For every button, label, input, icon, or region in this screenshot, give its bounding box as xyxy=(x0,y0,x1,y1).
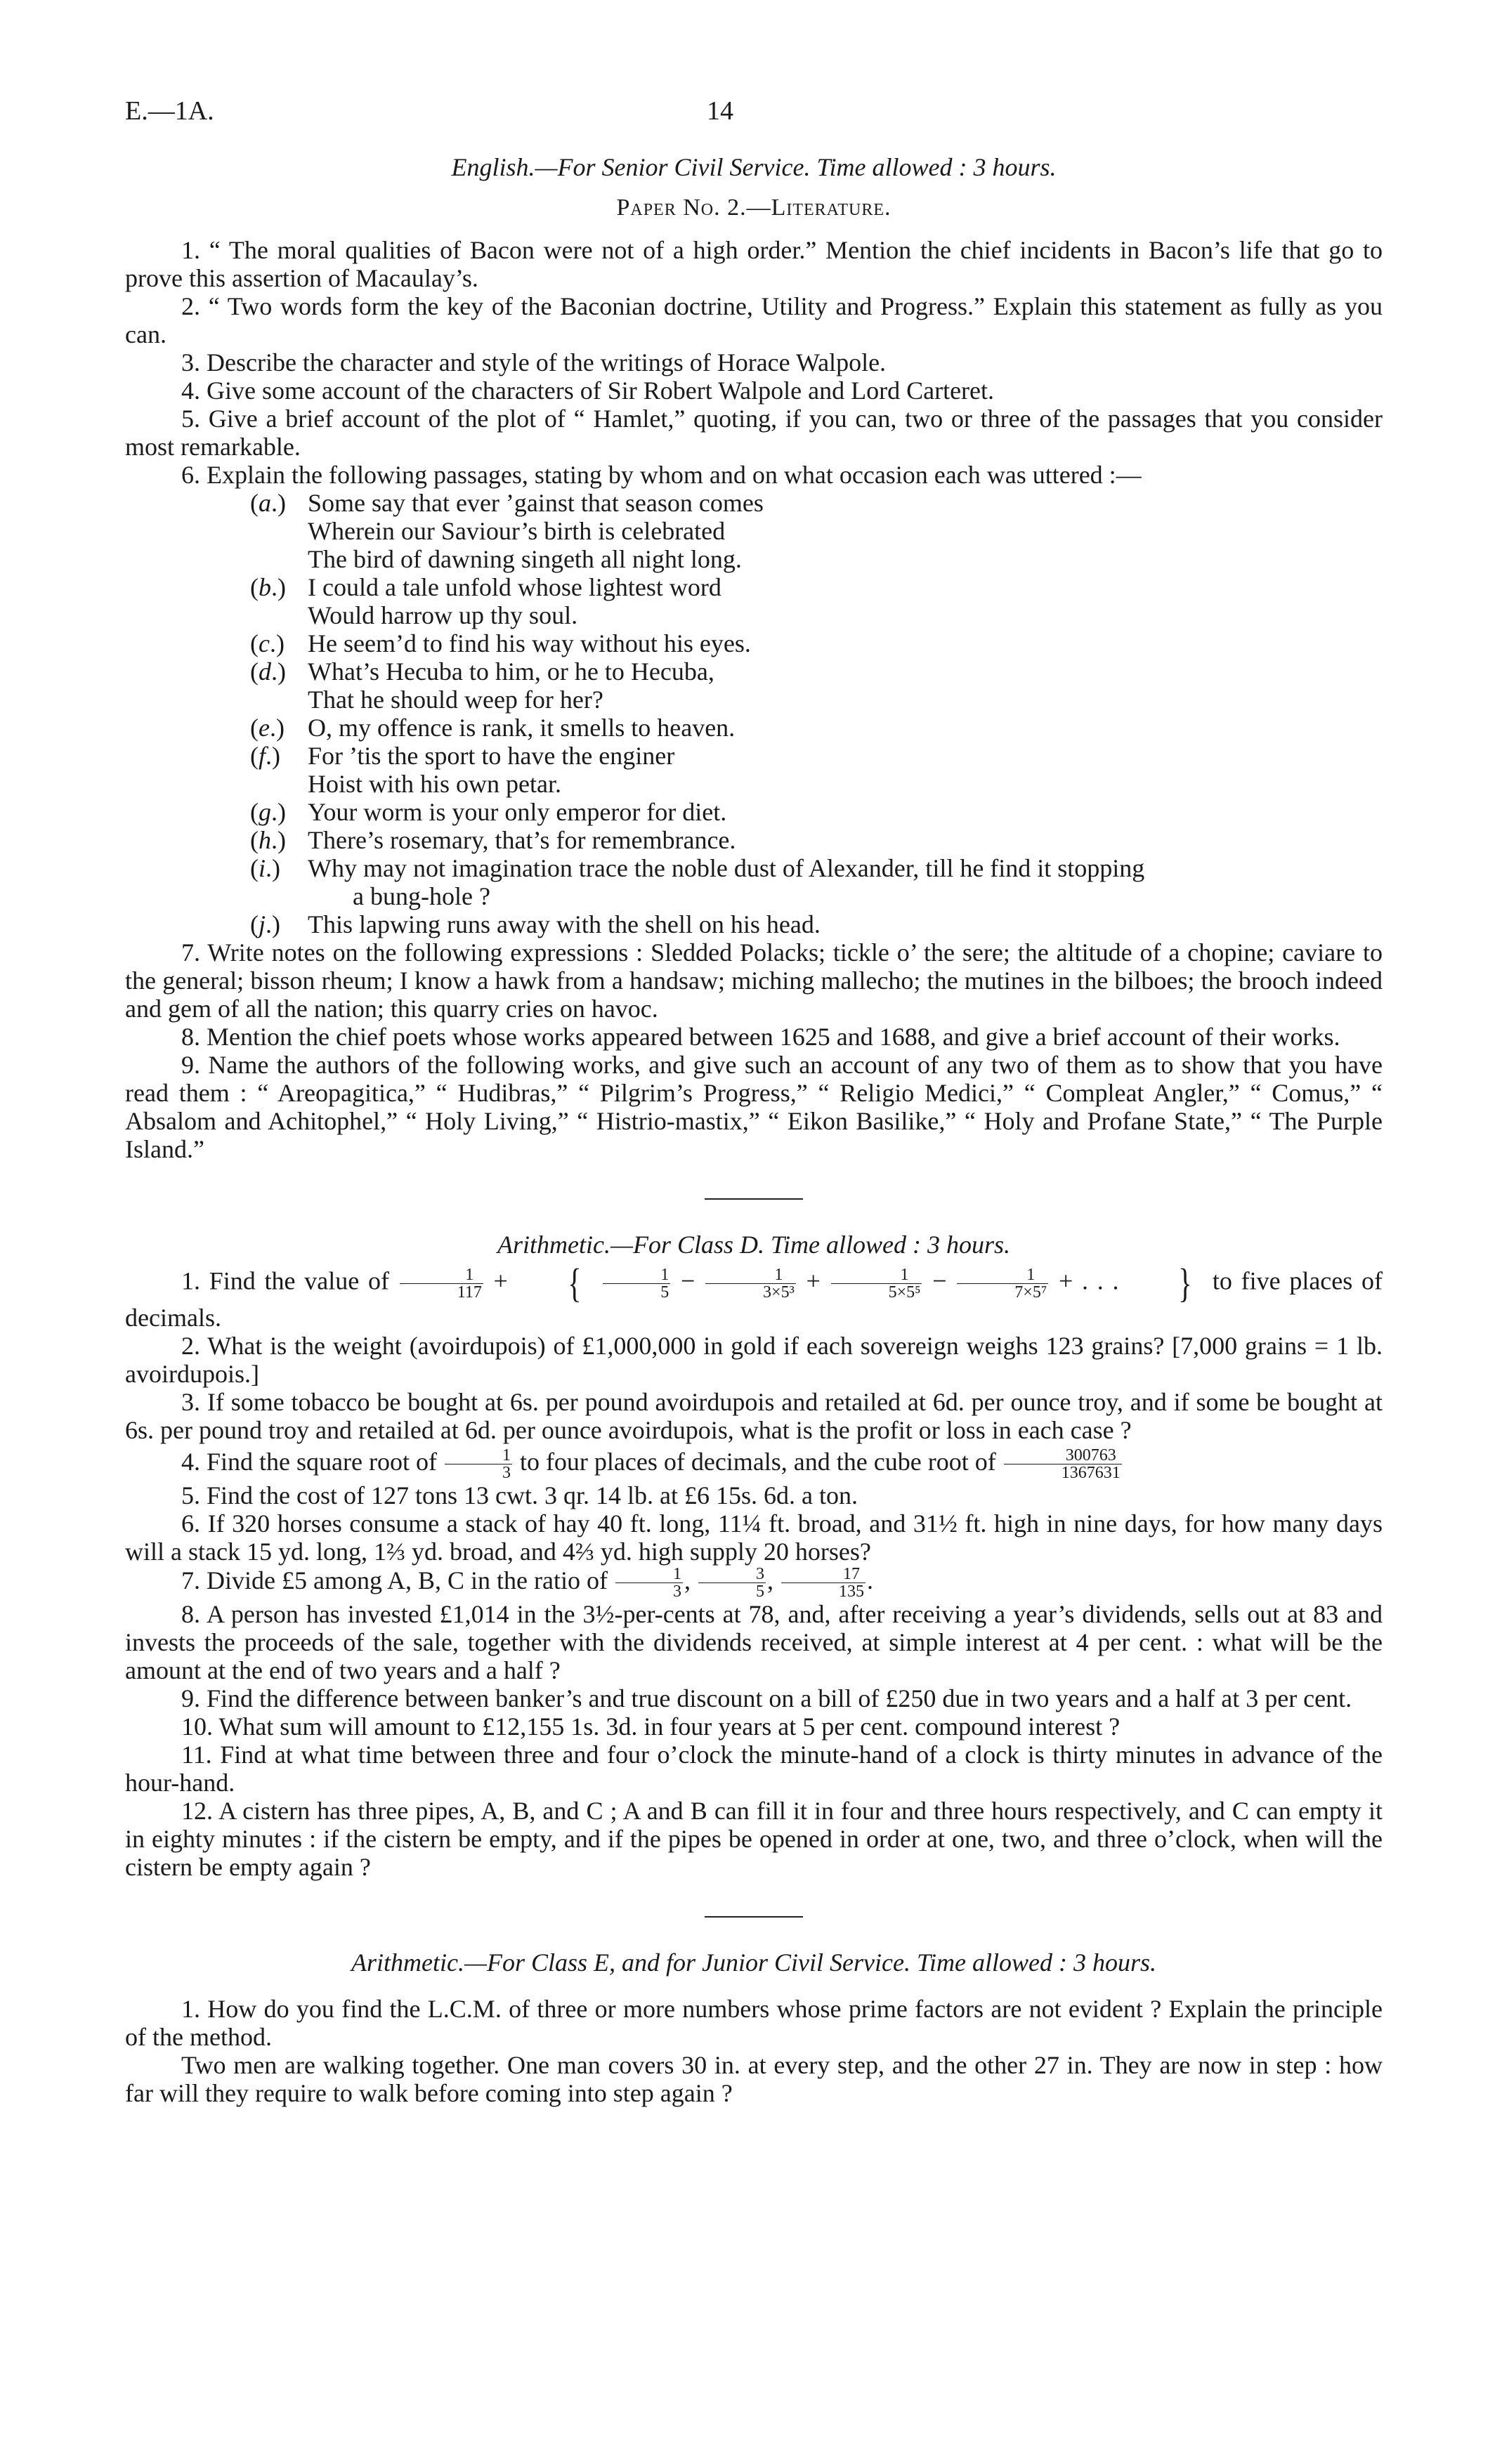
page-content xyxy=(125,90,1383,2107)
passage-line: Some say that ever ’gainst that season comes xyxy=(308,489,764,517)
passage-d: (d.) What’s Hecuba to him, or he to Hecuba, That he should weep for her? xyxy=(125,657,1383,714)
section-divider xyxy=(705,1198,803,1200)
passage-label: e xyxy=(259,714,270,742)
passage-line: I could a tale unfold whose lightest word xyxy=(308,573,721,601)
passage-line: That he should weep for her? xyxy=(308,686,603,714)
arithmetic-d-question-12: 12. A cistern has three pipes, A, B, and C ; A and B can fill it in four and three hours respectively, and C can empty it in eighty minutes : if the cistern be empty, and if the pipes be opened in order at one, two, and three o’clock, when will the cistern be empty again ? xyxy=(125,1797,1383,1881)
passage-label: g xyxy=(259,798,271,826)
english-question-2: 2. “ Two words form the key of the Baconian doctrine, Utility and Progress.” Explain this statement as fully as you can. xyxy=(125,292,1383,348)
fraction: $\frac{1}{\text{7×5⁷}}$ xyxy=(957,1266,1048,1301)
passage-j: (j.) This lapwing runs away with the shell on his head. xyxy=(125,910,1383,938)
page-number: 14 xyxy=(707,96,733,126)
arithmetic-d-question-5: 5. Find the cost of 127 tons 13 cwt. 3 qr. 14 lb. at £6 15s. 6d. a ton. xyxy=(181,1481,858,1509)
arithmetic-d-question-4: 4. Find the square root of $\frac{1}{3}$ to four places of decimals, and the cube root of $\frac{300763}{1367631}$ xyxy=(181,1446,1121,1482)
passage-line: Why may not imagination trace the noble dust of Alexander, till he find it stopping xyxy=(308,854,1145,882)
arithmetic-d-question-10: 10. What sum will amount to £12,155 1s. 3d. in four years at 5 per cent. compound interest ? xyxy=(181,1712,1121,1741)
passage-label: b xyxy=(259,573,271,601)
left-brace-glyph: { xyxy=(567,1260,582,1306)
fraction: $\frac{1}{117}$ xyxy=(400,1266,483,1301)
fraction: $\frac{1}{\text{5×5⁵}}$ xyxy=(831,1266,922,1301)
fraction: $\frac{1}{3}$ xyxy=(615,1566,683,1600)
passage-label: d xyxy=(259,657,271,686)
fraction: $\frac{3}{5}$ xyxy=(698,1566,766,1600)
page-header xyxy=(125,90,1383,143)
fraction: $\frac{1}{5}$ xyxy=(603,1266,670,1301)
passage-list xyxy=(125,489,1383,938)
arithmetic-e-question-1-part-b: Two men are walking together. One man covers 30 in. at every step, and the other 27 in. They are now in step : how far will they require to walk before coming into step again ? xyxy=(125,2051,1383,2107)
passage-label: f xyxy=(259,742,266,770)
right-brace-glyph: } xyxy=(1178,1260,1192,1306)
fraction: $\frac{1}{3}$ xyxy=(445,1447,512,1481)
arithmetic-e-title: Arithmetic.—For Class E, and for Junior Civil Service. Time allowed : 3 hours. xyxy=(351,1948,1156,1977)
english-question-8: 8. Mention the chief poets whose works appeared between 1625 and 1688, and give a brief account of their works. xyxy=(181,1023,1340,1051)
english-question-7: 7. Write notes on the following expressions : Sledded Polacks; tickle o’ the sere; the altitude of a chopine; caviare to the general; bisson rheum; I know a hawk from a handsaw; miching mallecho; the mutines in the bilboes; the brooch indeed and gem of all the nation; this quarry cries on havoc. xyxy=(125,938,1383,1023)
passage-e: (e.) O, my offence is rank, it smells to heaven. xyxy=(125,714,1383,742)
passage-a: (a.) Some say that ever ’gainst that season comes Wherein our Saviour’s birth is celebrated The bird of dawning singeth all night long. xyxy=(125,489,1383,573)
english-question-1: 1. “ The moral qualities of Bacon were not of a high order.” Mention the chief incidents in Bacon’s life that go to prove this assertion of Macaulay’s. xyxy=(125,236,1383,292)
arithmetic-d-question-6: 6. If 320 horses consume a stack of hay 40 ft. long, 11¼ ft. broad, and 31½ ft. high in nine days, for how many days will a stack 15 yd. long, 1⅔ yd. broad, and 4⅔ yd. high supply 20 horses? xyxy=(125,1509,1383,1566)
arithmetic-d-question-3: 3. If some tobacco be bought at 6s. per pound avoirdupois and retailed at 6d. per ounce troy, and if some be bought at 6s. per pound troy and retailed at 6d. per ounce avoirdupois, what is the profit or loss in each case ? xyxy=(125,1388,1383,1444)
passage-line: The bird of dawning singeth all night long. xyxy=(308,545,742,573)
paper-title: Paper No. 2.—Literature. xyxy=(616,195,892,221)
passage-i: (i.) Why may not imagination trace the noble dust of Alexander, till he find it stopping a bung-hole ? xyxy=(125,854,1383,910)
passage-label: c xyxy=(259,629,270,657)
section-divider xyxy=(705,1916,803,1918)
arithmetic-d-title: Arithmetic.—For Class D. Time allowed : 3 hours. xyxy=(497,1231,1011,1259)
arithmetic-d-question-8: 8. A person has invested £1,014 in the 3½-per-cents at 78, and, after receiving a year’s dividends, sells out at 83 and invests the proceeds of the sale, together with the dividends received, at simple interest at 4 per cent. : what will be the amount at the end of two years and a half ? xyxy=(125,1600,1383,1684)
passage-line: There’s rosemary, that’s for remembrance. xyxy=(308,826,736,854)
arithmetic-d-question-1: 1. Find the value of $\frac{1}{117}$ + { $\frac{1}{5}$ − $\frac{1}{\text{3×5³}}$ + $\frac{1}{\text{5×5⁵}}$ − $\frac{1}{\text{7×5⁷}}$ + . . . } to five places of decimals. xyxy=(125,1260,1383,1332)
arithmetic-e-question-1: 1. How do you find the L.C.M. of three or more numbers whose prime factors are not evident ? Explain the principle of the method. xyxy=(125,1995,1383,2051)
document-reference: E.—1A. xyxy=(125,96,214,126)
passage-line: For ’tis the sport to have the enginer xyxy=(308,742,675,770)
passage-f: (f.) For ’tis the sport to have the enginer Hoist with his own petar. xyxy=(125,742,1383,798)
passage-line: This lapwing runs away with the shell on his head. xyxy=(308,910,821,938)
passage-label: h xyxy=(259,826,271,854)
passage-line: Your worm is your only emperor for diet. xyxy=(308,798,727,826)
english-question-9: 9. Name the authors of the following works, and give such an account of any two of them as to show that you have read them : “ Areopagitica,” “ Hudibras,” “ Pilgrim’s Progress,” “ Religio Medici,” “ Compleat Angler,” “ Comus,” “ Absalom and Achitophel,” “ Holy Living,” “ Histrio-mastix,” “ Eikon Basilike,” “ Holy and Profane State,” “ The Purple Island.” xyxy=(125,1051,1383,1163)
arithmetic-d-question-11: 11. Find at what time between three and four o’clock the minute-hand of a clock is thirty minutes in advance of the hour-hand. xyxy=(125,1741,1383,1797)
english-section-title: English.—For Senior Civil Service. Time allowed : 3 hours. xyxy=(451,153,1057,181)
fraction: $\frac{300763}{1367631}$ xyxy=(1004,1447,1122,1481)
fraction: $\frac{1}{\text{3×5³}}$ xyxy=(705,1266,796,1301)
passage-line: What’s Hecuba to him, or he to Hecuba, xyxy=(308,657,714,686)
passage-g: (g.) Your worm is your only emperor for diet. xyxy=(125,798,1383,826)
arithmetic-d-question-2: 2. What is the weight (avoirdupois) of £1,000,000 in gold if each sovereign weighs 123 grains? [7,000 grains = 1 lb. avoirdupois.] xyxy=(125,1332,1383,1388)
passage-line: a bung-hole ? xyxy=(353,882,490,910)
passage-line: Wherein our Saviour’s birth is celebrated xyxy=(308,517,726,545)
passage-c: (c.) He seem’d to find his way without his eyes. xyxy=(125,629,1383,657)
english-question-4: 4. Give some account of the characters of Sir Robert Walpole and Lord Carteret. xyxy=(181,376,995,405)
passage-line: O, my offence is rank, it smells to heaven. xyxy=(308,714,736,742)
passage-line: Hoist with his own petar. xyxy=(308,770,561,798)
fraction: $\frac{17}{135}$ xyxy=(781,1566,866,1600)
english-question-5: 5. Give a brief account of the plot of “ Hamlet,” quoting, if you can, two or three of the passages that you consider most remarkable. xyxy=(125,405,1383,461)
passage-line: Would harrow up thy soul. xyxy=(308,601,578,629)
english-question-3: 3. Describe the character and style of the writings of Horace Walpole. xyxy=(181,348,887,376)
arithmetic-d-question-9: 9. Find the difference between banker’s and true discount on a bill of £250 due in two years and a half at 3 per cent. xyxy=(181,1684,1352,1712)
passage-label: a xyxy=(259,489,271,517)
english-question-6: 6. Explain the following passages, stating by whom and on what occasion each was uttered :— xyxy=(181,461,1142,489)
arithmetic-d-question-7: 7. Divide £5 among A, B, C in the ratio of $\frac{1}{3}$ , $\frac{3}{5}$ , $\frac{17}{135}$ . xyxy=(181,1565,873,1601)
passage-h: (h.) There’s rosemary, that’s for remembrance. xyxy=(125,826,1383,854)
passage-label: i xyxy=(259,854,266,882)
passage-b: (b.) I could a tale unfold whose lightest word Would harrow up thy soul. xyxy=(125,573,1383,629)
passage-label: j xyxy=(259,910,266,938)
passage-line: He seem’d to find his way without his eyes. xyxy=(308,629,751,657)
